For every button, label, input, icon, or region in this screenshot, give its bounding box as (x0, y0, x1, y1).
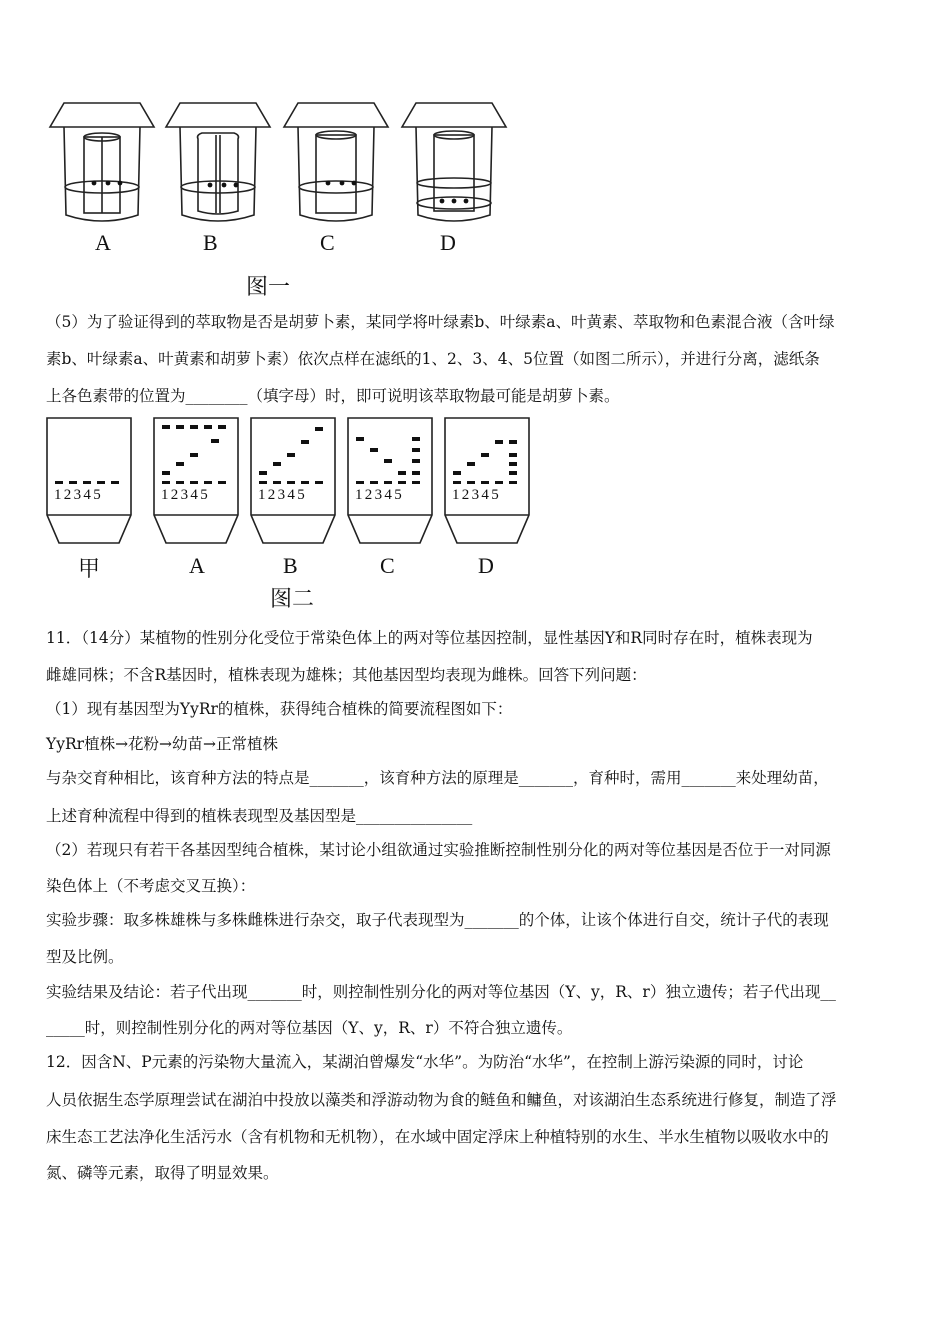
q11-line-10: 型及比例。 (46, 948, 124, 966)
figure-1-label-d: D (440, 230, 456, 255)
strip-b-numbers: 12345 (258, 487, 307, 503)
q5-line-1: （5）为了验证得到的萃取物是否是胡萝卜素，某同学将叶绿素b、叶绿素a、叶黄素、萃取物和色素混合液（含叶绿 (46, 313, 835, 331)
strip-c-numbers: 12345 (355, 487, 404, 503)
figure-2-label-jia: 甲 (78, 557, 101, 582)
q5-line-3: 上各色素带的位置为________（填字母）时，即可说明该萃取物最可能是胡萝卜素。 (46, 387, 620, 405)
strip-b (251, 418, 335, 543)
figure-2-label-c: C (380, 553, 395, 578)
figure-1-caption: 图一 (246, 275, 291, 300)
q12-line-1: 12．因含N、P元素的污染物大量流入，某湖泊曾爆发“水华”。为防治“水华”，在控制上游污染源的同时，讨论 (46, 1053, 804, 1071)
q11-line-8: 染色体上（不考虑交叉互换）： (46, 877, 256, 895)
figure-2-label-b: B (283, 553, 298, 578)
strip-jia-numbers: 12345 (54, 487, 103, 503)
q5-line-2: 素b、叶绿素a、叶黄素和胡萝卜素）依次点样在滤纸的1、2、3、4、5位置（如图二所示），并进行分离，滤纸条 (46, 350, 820, 368)
beaker-b (166, 103, 270, 221)
strip-d-numbers: 12345 (452, 487, 501, 503)
figure-1-label-c: C (320, 230, 335, 255)
strip-d (445, 418, 529, 543)
figure-1-label-a: A (95, 230, 111, 255)
q11-line-12: _____时，则控制性别分化的两对等位基因（Y、y，R、r）不符合独立遗传。 (46, 1019, 573, 1037)
q11-line-7: （2）若现只有若干各基因型纯合植株，某讨论小组欲通过实验推断控制性别分化的两对等位基因是否位于一对同源 (46, 841, 831, 859)
q11-line-1: 11．（14分）某植物的性别分化受位于常染色体上的两对等位基因控制，显性基因Y和R同时存在时，植株表现为 (46, 629, 813, 647)
q12-line-2: 人员依据生态学原理尝试在湖泊中投放以藻类和浮游动物为食的鲢鱼和鳙鱼，对该湖泊生态系统进行修复，制造了浮 (46, 1091, 837, 1109)
q11-line-4: YyRr植株→花粉→幼苗→正常植株 (46, 735, 279, 753)
q12-line-4: 氮、磷等元素，取得了明显效果。 (46, 1164, 279, 1182)
strip-a (154, 418, 238, 543)
strip-c (348, 418, 432, 543)
figure-2-strips (44, 415, 536, 545)
figure-1-beakers (40, 95, 520, 230)
q11-line-5: 与杂交育种相比，该育种方法的特点是_______，该育种方法的原理是_______，育种时，需用_______来处理幼苗， (46, 769, 829, 787)
q11-line-9: 实验步骤：取多株雄株与多株雌株进行杂交，取子代表现型为_______的个体，让该个体进行自交，统计子代的表现 (46, 911, 829, 929)
q11-line-6: 上述育种流程中得到的植株表现型及基因型是_______________ (46, 807, 473, 825)
q12-line-3: 床生态工艺法净化生活污水（含有机物和无机物），在水域中固定浮床上种植特别的水生、半水生植物以吸收水中的 (46, 1128, 829, 1146)
q11-line-3: （1）现有基因型为YyRr的植株，获得纯合植株的简要流程图如下： (46, 700, 513, 718)
strip-a-numbers: 12345 (161, 487, 210, 503)
figure-2-label-a: A (189, 553, 205, 578)
figure-2-label-d: D (478, 553, 494, 578)
figure-2-caption: 图二 (270, 587, 315, 612)
strip-jia (47, 418, 131, 543)
beaker-c (284, 103, 388, 221)
q11-line-2: 雌雄同株；不含R基因时，植株表现为雄株；其他基因型均表现为雌株。回答下列问题： (46, 666, 647, 684)
figure-1-label-b: B (203, 230, 218, 255)
q11-line-11: 实验结果及结论：若子代出现_______时，则控制性别分化的两对等位基因（Y、y，R、r）独立遗传；若子代出现__ (46, 983, 836, 1001)
beaker-a (50, 103, 154, 221)
